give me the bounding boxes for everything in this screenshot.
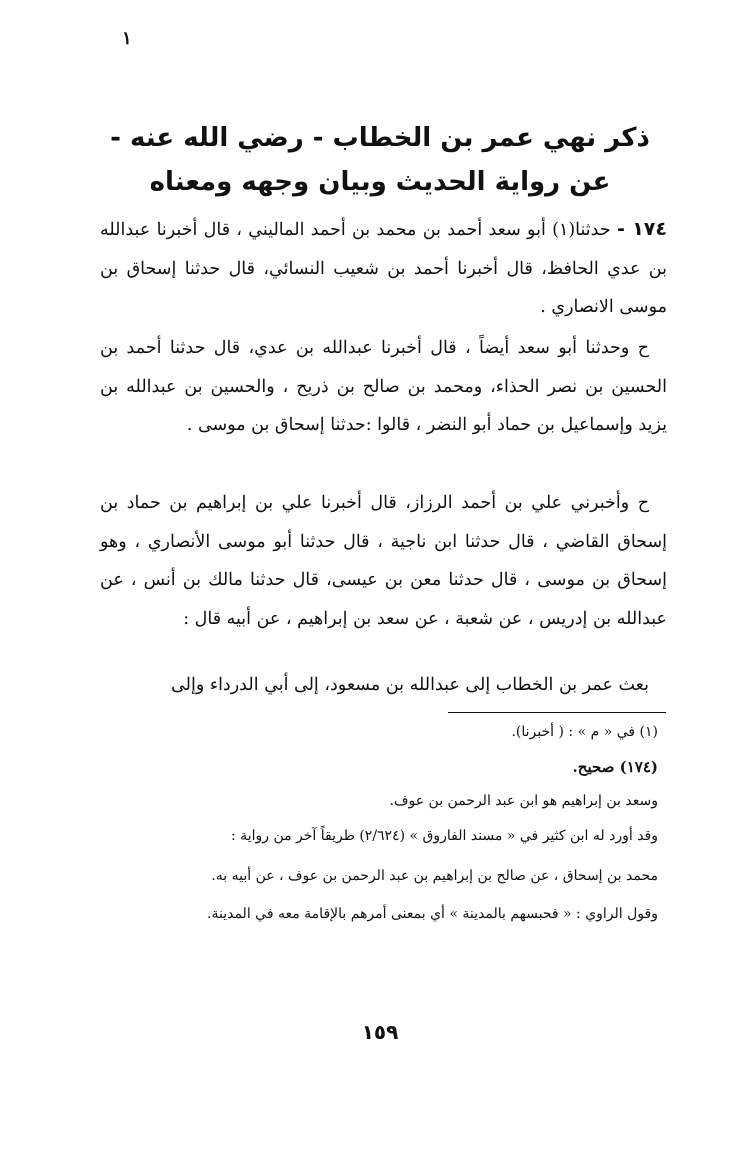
- paragraph-third-chain: [100, 484, 667, 638]
- chapter-heading-line-1: ذكر نهي عمر بن الخطاب - رضي الله عنه -: [110, 123, 650, 153]
- footnote-grading: (١٧٤) صحيح.: [572, 758, 658, 776]
- footnote-line: محمد بن إسحاق ، عن صالح بن إبراهيم بن عبد الرحمن بن عوف ، عن أبيه به.: [211, 868, 658, 884]
- footnote-line: وقول الراوي : « فحبسهم بالمدينة » أي بمعنى أمرهم بالإقامة معه في المدينة.: [207, 906, 658, 922]
- chapter-heading-line-2: عن رواية الحديث وبيان وجهه ومعناه: [149, 167, 611, 197]
- footnote-line: وسعد بن إبراهيم هو ابن عبد الرحمن بن عوف.: [389, 793, 658, 809]
- page-number: ١٥٩: [361, 1020, 399, 1044]
- footnote-1: (١) في « م » : ( أخبرنا).: [511, 724, 658, 740]
- paragraph-report: [100, 666, 667, 705]
- paragraph-text: ح وحدثنا أبو سعد أيضاً ، قال أخبرنا عبدالله بن عدي، قال حدثنا أحمد بن الحسين بن نصر الحذاء، ومحمد بن صالح بن ذريح ، والحسين بن عبدالله بن يزيد وإسماعيل بن حماد أبو النضر ، قالوا :حدثنا إسحاق بن موسى .: [100, 338, 667, 435]
- footnote-line: وقد أورد له ابن كثير في « مسند الفاروق » (٢/٦٢٤) طريقاً آخر من رواية :: [231, 828, 658, 844]
- hadith-number: ١٧٤ -: [616, 218, 667, 240]
- paragraph-text: بعث عمر بن الخطاب إلى عبدالله بن مسعود، إلى أبي الدرداء وإلى: [171, 675, 649, 695]
- paragraph-hadith-174: [100, 210, 667, 327]
- paragraph-text: حدثنا(١) أبو سعد أحمد بن محمد بن أحمد الماليني ، قال أخبرنا عبدالله بن عدي الحافظ، قال أخبرنا أحمد بن شعيب النسائي، قال حدثنا إسحاق بن موسى الانصاري .: [100, 220, 667, 317]
- paragraph-second-chain: [100, 329, 667, 445]
- corner-mark: ١: [122, 28, 132, 49]
- paragraph-text: ح وأخبرني علي بن أحمد الرزاز، قال أخبرنا علي بن إبراهيم بن حماد بن إسحاق القاضي ، قال حدثنا ابن ناجية ، قال حدثنا أبو موسى الأنصاري ، وهو إسحاق بن موسى ، قال حدثنا معن بن عيسى، قال حدثنا مالك بن أنس ، عن عبدالله بن إدريس ، عن شعبة ، عن سعد بن إبراهيم ، عن أبيه قال :: [100, 493, 667, 629]
- footnote-divider: [448, 712, 666, 713]
